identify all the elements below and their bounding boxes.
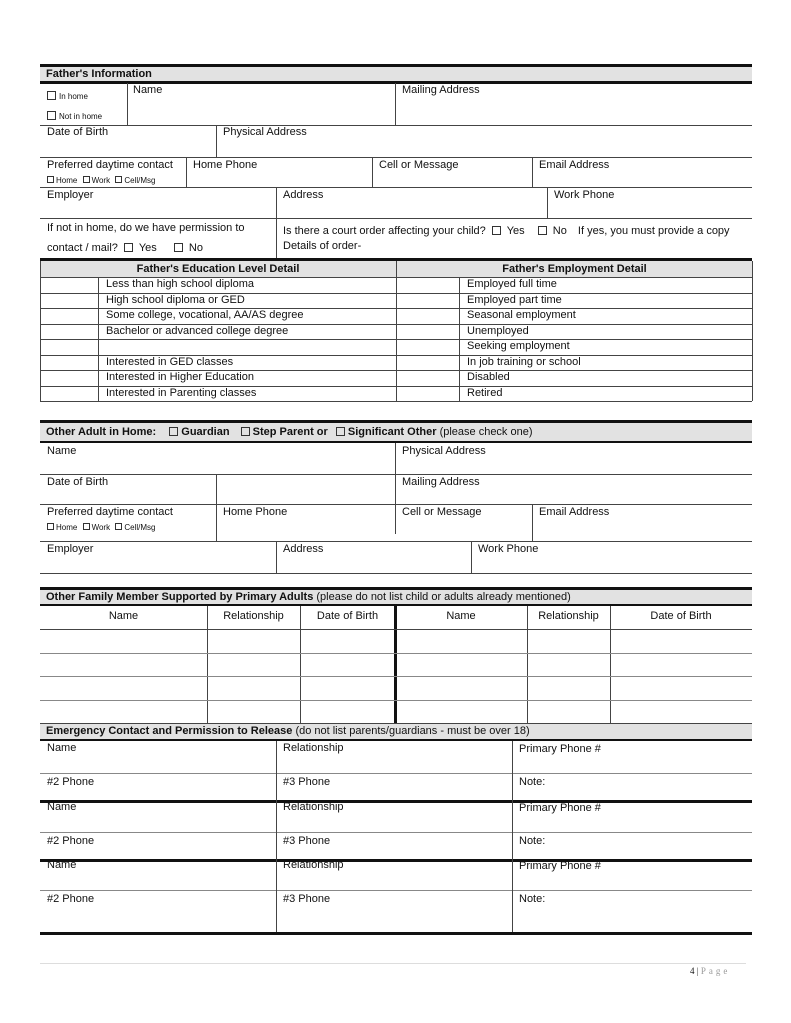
other-adult-header — [40, 423, 752, 441]
father-section-header — [40, 67, 752, 81]
checkbox-icon[interactable] — [83, 176, 90, 183]
education-check-cell[interactable] — [41, 277, 97, 293]
employment-check-cell[interactable] — [397, 370, 453, 386]
family-input-cell[interactable] — [529, 701, 608, 723]
emergency-phone2-field[interactable]: #2 Phone — [47, 893, 95, 905]
divider — [527, 606, 528, 723]
page-footer: 4 | Page — [690, 966, 731, 976]
family-input-cell[interactable] — [397, 677, 525, 699]
education-check-cell[interactable] — [41, 293, 97, 309]
education-item: Interested in Higher Education — [106, 371, 254, 383]
emergency-note-field[interactable]: Note: — [519, 893, 546, 905]
divider — [276, 800, 277, 859]
other-contact-options — [47, 521, 155, 534]
family-column-header: Name — [108, 610, 139, 622]
option-cell[interactable]: Cell/Msg — [124, 523, 156, 532]
employment-item: In job training or school — [467, 355, 581, 368]
family-input-cell[interactable] — [612, 677, 750, 699]
emergency-phone2-field[interactable]: #2 Phone — [47, 776, 95, 788]
permission-yes[interactable]: Yes — [138, 242, 157, 254]
father-preferred-contact-label: Preferred daytime contact — [47, 159, 173, 171]
divider — [207, 606, 208, 723]
emergency-relationship-field[interactable]: Relationship — [283, 742, 344, 754]
family-input-cell[interactable] — [397, 630, 525, 652]
emergency-phone3-field[interactable]: #3 Phone — [283, 893, 331, 905]
employment-check-cell[interactable] — [397, 355, 453, 371]
father-email-field[interactable]: Email Address — [539, 159, 610, 171]
permission-label: contact / mail? — [47, 242, 118, 254]
emergency-phone3-field[interactable]: #3 Phone — [283, 776, 331, 788]
family-input-cell[interactable] — [42, 654, 205, 676]
education-check-cell[interactable] — [41, 308, 97, 324]
divider — [372, 157, 373, 187]
page-label: Page — [700, 966, 731, 976]
row-line — [40, 504, 752, 505]
family-input-cell[interactable] — [209, 630, 298, 652]
other-adult-label: Other Adult in Home: — [46, 426, 157, 438]
family-input-cell[interactable] — [397, 654, 525, 676]
family-input-cell[interactable] — [529, 654, 608, 676]
family-input-cell[interactable] — [209, 701, 298, 723]
not-in-home-label: Not in home — [59, 112, 103, 121]
divider — [532, 157, 533, 187]
row-line — [40, 125, 752, 126]
court-yes[interactable]: Yes — [506, 225, 525, 237]
emergency-header-note: (do not list parents/guardians - must be over 18) — [295, 725, 530, 737]
education-item: Interested in Parenting classes — [106, 386, 257, 399]
checkbox-icon[interactable] — [83, 523, 90, 530]
other-email-field[interactable]: Email Address — [539, 506, 610, 518]
option-work[interactable]: Work — [91, 176, 111, 185]
option-significant-other[interactable]: Significant Other — [347, 426, 437, 438]
education-item: Interested in GED classes — [106, 355, 234, 368]
checkbox-icon[interactable] — [169, 427, 178, 436]
father-cell-field[interactable]: Cell or Message — [379, 159, 459, 171]
employment-item: Unemployed — [467, 324, 529, 337]
family-input-cell[interactable] — [612, 630, 750, 652]
in-home-label: In home — [59, 92, 88, 101]
row-line — [40, 832, 752, 833]
father-header-text: Father's Information — [46, 68, 152, 80]
education-check-cell[interactable] — [41, 339, 97, 355]
family-input-cell[interactable] — [42, 630, 205, 652]
order-details-field[interactable]: Details of order- — [283, 240, 362, 252]
court-note: If yes, you must provide a copy — [577, 225, 730, 237]
employment-check-cell[interactable] — [397, 339, 453, 355]
block-separator — [40, 800, 752, 803]
family-input-cell[interactable] — [209, 677, 298, 699]
other-work-phone-field[interactable]: Work Phone — [478, 543, 539, 555]
checkbox-icon[interactable] — [492, 226, 501, 235]
father-employer-field[interactable]: Employer — [47, 189, 94, 201]
divider — [276, 187, 277, 260]
father-home-phone-field[interactable]: Home Phone — [193, 159, 258, 171]
divider — [300, 606, 301, 723]
other-employer-field[interactable]: Employer — [47, 543, 94, 555]
employment-item: Disabled — [467, 371, 510, 383]
emergency-primary-phone-field[interactable]: Primary Phone # — [519, 743, 601, 755]
education-check-cell[interactable] — [41, 355, 97, 371]
emergency-name-field[interactable]: Name — [47, 859, 77, 871]
employment-check-cell[interactable] — [397, 277, 453, 293]
emergency-header-text: Emergency Contact and Permission to Release — [46, 725, 293, 737]
header-bottom-border — [40, 739, 752, 741]
family-column-header: Date of Birth — [650, 610, 712, 622]
divider — [186, 157, 187, 187]
employment-check-cell[interactable] — [397, 308, 453, 324]
option-home[interactable]: Home — [56, 176, 78, 185]
family-input-cell[interactable] — [302, 677, 393, 699]
checkbox-icon[interactable] — [47, 91, 56, 100]
option-work[interactable]: Work — [91, 523, 111, 532]
other-physical-address-field[interactable]: Physical Address — [402, 445, 486, 457]
divider — [276, 741, 277, 800]
court-order-label: Is there a court order affecting your child? — [283, 225, 486, 237]
checkbox-icon[interactable] — [115, 176, 122, 183]
row-line — [40, 573, 752, 574]
divider — [216, 125, 217, 157]
other-name-field[interactable]: Name — [47, 445, 77, 457]
family-input-cell[interactable] — [42, 677, 205, 699]
employment-item: Seeking employment — [467, 340, 570, 352]
checkbox-icon[interactable] — [47, 176, 54, 183]
divider — [216, 474, 217, 541]
other-mailing-address-field[interactable]: Mailing Address — [402, 476, 480, 488]
other-home-phone-field[interactable]: Home Phone — [223, 506, 288, 518]
education-check-cell[interactable] — [41, 324, 97, 340]
court-no[interactable]: No — [552, 225, 567, 237]
emergency-relationship-field[interactable]: Relationship — [283, 859, 344, 871]
family-input-cell[interactable] — [209, 654, 298, 676]
divider — [395, 443, 396, 534]
emergency-phone3-field[interactable]: #3 Phone — [283, 835, 331, 847]
divider — [127, 83, 128, 125]
checkbox-icon[interactable] — [47, 523, 54, 530]
emergency-phone2-field[interactable]: #2 Phone — [47, 835, 95, 847]
employment-check-cell[interactable] — [397, 386, 453, 402]
family-input-cell[interactable] — [42, 701, 205, 723]
option-cell[interactable]: Cell/Msg — [124, 176, 156, 185]
father-contact-options — [47, 174, 155, 187]
father-work-phone-field[interactable]: Work Phone — [554, 189, 615, 201]
father-dob-field[interactable]: Date of Birth — [47, 126, 109, 138]
divider — [512, 858, 513, 932]
emergency-primary-phone-field[interactable]: Primary Phone # — [519, 802, 601, 814]
education-item: High school diploma or GED — [106, 293, 245, 306]
family-column-header: Date of Birth — [316, 610, 379, 622]
divider — [547, 187, 548, 218]
family-input-cell[interactable] — [302, 630, 393, 652]
divider — [471, 541, 472, 573]
emergency-relationship-field[interactable]: Relationship — [283, 801, 344, 813]
divider — [610, 606, 611, 723]
checkbox-icon[interactable] — [174, 243, 183, 252]
education-header: Father's Education Level Detail — [40, 261, 396, 277]
emergency-header — [40, 724, 752, 739]
employment-header: Father's Employment Detail — [397, 261, 752, 277]
footer-rule — [40, 963, 746, 964]
employment-item: Employed part time — [467, 293, 562, 306]
family-column-header: Relationship — [223, 610, 284, 622]
family-column-header: Relationship — [538, 610, 599, 622]
checkbox-icon[interactable] — [124, 243, 133, 252]
header-bottom-border — [40, 441, 752, 443]
employment-item: Employed full time — [467, 278, 557, 290]
checkbox-icon[interactable] — [336, 427, 345, 436]
other-preferred-contact-label: Preferred daytime contact — [47, 506, 173, 518]
row-line — [40, 339, 752, 340]
row-line — [40, 401, 752, 402]
divider — [276, 858, 277, 932]
in-home-option[interactable] — [47, 90, 88, 103]
family-column-header: Name — [446, 610, 476, 622]
block-separator — [40, 859, 752, 862]
family-input-cell[interactable] — [302, 701, 393, 723]
other-cell-field[interactable]: Cell or Message — [402, 506, 482, 518]
permission-no[interactable]: No — [188, 242, 203, 254]
checkbox-icon[interactable] — [538, 226, 547, 235]
checkbox-icon[interactable] — [115, 523, 122, 530]
row-line — [40, 218, 752, 219]
father-name-field[interactable]: Name — [133, 84, 163, 96]
divider — [512, 800, 513, 859]
father-address-field[interactable]: Address — [283, 189, 324, 201]
divider — [532, 504, 533, 541]
permission-question: If not in home, do we have permission to — [47, 222, 245, 234]
education-check-cell[interactable] — [41, 370, 97, 386]
row-line — [40, 773, 752, 774]
emergency-name-field[interactable]: Name — [47, 742, 77, 754]
row-line — [40, 541, 752, 542]
court-order-question — [283, 225, 730, 238]
employment-item: Retired — [467, 386, 503, 399]
family-input-cell[interactable] — [302, 654, 393, 676]
family-input-cell[interactable] — [529, 677, 608, 699]
education-item: Bachelor or advanced college degree — [106, 324, 289, 337]
father-physical-address-field[interactable]: Physical Address — [223, 126, 307, 138]
page-number: 4 — [690, 966, 695, 976]
employment-item: Seasonal employment — [467, 309, 576, 321]
other-dob-field[interactable]: Date of Birth — [47, 476, 109, 488]
other-adult-note: (please check one) — [439, 426, 533, 438]
emergency-note-field[interactable]: Note: — [519, 776, 546, 788]
family-header — [40, 590, 752, 604]
permission-answer — [47, 242, 203, 255]
option-step-parent[interactable]: Step Parent or — [252, 426, 328, 438]
employment-check-cell[interactable] — [397, 293, 453, 309]
employment-check-cell[interactable] — [397, 324, 453, 340]
family-input-cell[interactable] — [612, 654, 750, 676]
divider — [276, 541, 277, 573]
divider — [395, 83, 396, 125]
family-input-cell[interactable] — [529, 630, 608, 652]
not-in-home-option[interactable] — [47, 110, 102, 123]
family-input-cell[interactable] — [612, 701, 750, 723]
education-check-cell[interactable] — [41, 386, 97, 402]
divider — [512, 741, 513, 800]
emergency-name-field[interactable]: Name — [47, 801, 77, 813]
checkbox-icon[interactable] — [47, 111, 56, 120]
row-line — [40, 187, 752, 188]
row-line — [40, 890, 752, 891]
row-line — [40, 157, 752, 158]
row-line — [40, 474, 752, 475]
family-input-cell[interactable] — [397, 701, 525, 723]
option-guardian[interactable]: Guardian — [181, 426, 230, 438]
option-home[interactable]: Home — [56, 523, 78, 532]
emergency-primary-phone-field[interactable]: Primary Phone # — [519, 860, 601, 872]
emergency-note-field[interactable]: Note: — [519, 835, 546, 847]
family-header-text: Other Family Member Supported by Primary Adults — [46, 591, 314, 603]
education-item: Less than high school diploma — [106, 278, 254, 290]
education-item: Some college, vocational, AA/AS degree — [106, 309, 304, 321]
checkbox-icon[interactable] — [241, 427, 250, 436]
father-mailing-address-field[interactable]: Mailing Address — [402, 84, 480, 96]
other-address-field[interactable]: Address — [283, 543, 324, 555]
family-header-note: (please do not list child or adults already mentioned) — [316, 591, 571, 603]
table-right-border — [752, 261, 753, 401]
block-separator — [40, 932, 752, 935]
